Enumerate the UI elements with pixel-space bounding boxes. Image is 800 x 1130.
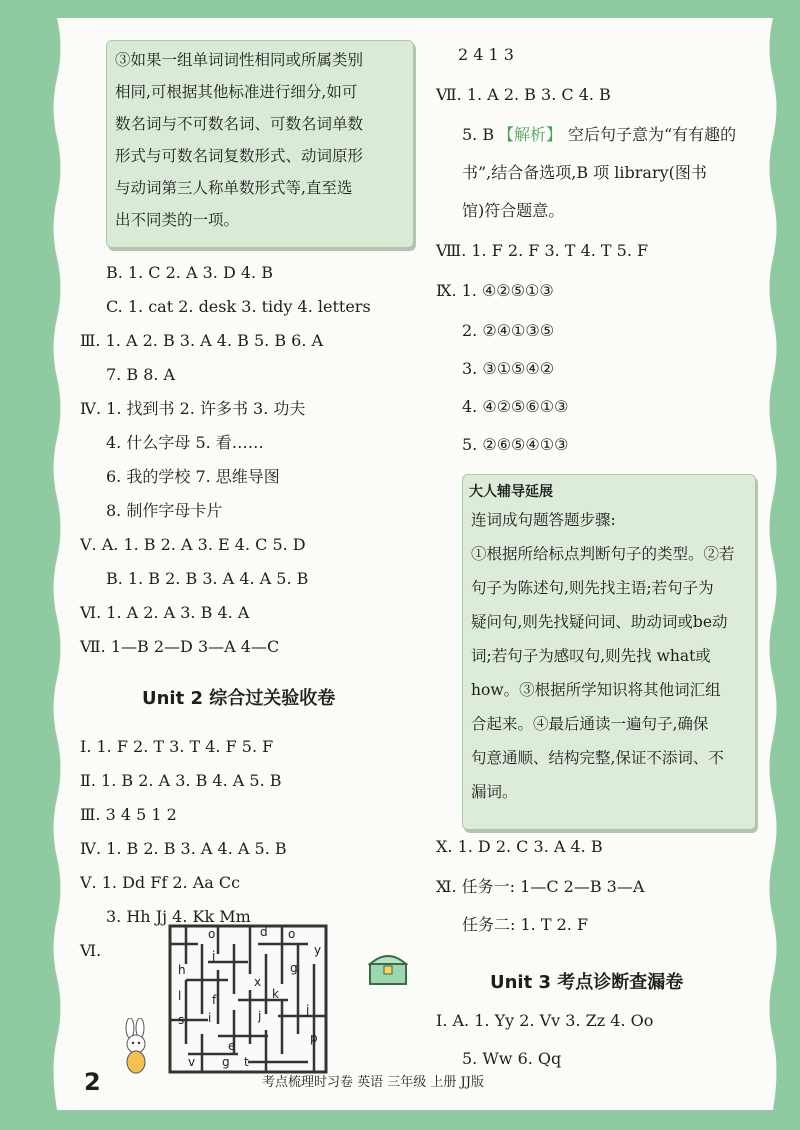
tip-line: 数名词与不可数名词、可数名词单数 [115,115,364,133]
maze-letter: g [290,961,298,975]
answer-line: 7. B 8. A [106,365,176,384]
tip-line: ③如果一组单词词性相同或所属类别 [115,51,364,69]
answer-line: 3. Hh Jj 4. Kk Mm [106,907,251,926]
answer-line: 2 4 1 3 [458,45,514,64]
maze-letter: x [254,975,262,989]
answer-line: Ⅷ. 1. F 2. F 3. T 4. T 5. F [436,241,649,260]
answer-line: 4. 什么字母 5. 看…… [106,433,264,452]
guide-line: 句子为陈述句,则先找主语;若句子为 [471,579,714,597]
guide-line: 疑问句,则先找疑问词、助动词或be动 [471,613,728,631]
answer-line: Ⅲ. 3 4 5 1 2 [80,805,177,824]
answer-line: Ⅶ. 1. A 2. B 3. C 4. B [436,85,611,104]
answer-line: Ⅰ. A. 1. Yy 2. Vv 3. Zz 4. Oo [436,1011,654,1030]
maze-letter: i [208,1011,212,1025]
answer-line: 6. 我的学校 7. 思维导图 [106,467,280,486]
guide-line: 句意通顺、结构完整,保证不添词、不 [471,749,724,767]
answer-line: Ⅴ. A. 1. B 2. A 3. E 4. C 5. D [80,535,306,554]
analysis-line: 空后句子意为“有有趣的 [568,125,737,144]
analysis-tag: 【解析】 [498,125,563,144]
answer-line: Ⅳ. 1. 找到书 2. 许多书 3. 功夫 [80,399,306,418]
maze-letter: f [212,993,217,1007]
answer-line: Ⅲ. 1. A 2. B 3. A 4. B 5. B 6. A [80,331,324,350]
tip-line: 与动词第三人称单数形式等,直至选 [115,179,353,197]
answer-line: B. 1. C 2. A 3. D 4. B [106,263,273,282]
answer-line: Ⅺ. 任务一: 1—C 2—B 3—A [436,877,645,896]
maze-letter: y [314,943,322,957]
maze-letter: d [260,925,268,939]
answer-line: 5. B [462,125,495,144]
maze-letter: j [258,1009,262,1023]
answer-line: Ⅵ. [80,941,102,960]
treasure-chest-icon [366,948,410,988]
maze-letter: o [288,927,296,941]
maze-letter: h [178,963,186,977]
analysis-line: 馆)符合题意。 [462,201,565,220]
answer-line: 5. Ww 6. Qq [462,1049,562,1068]
footer-text: 考点梳理时习卷 英语 三年级 上册 JJ版 [262,1075,484,1090]
answer-line: 任务二: 1. T 2. F [462,915,589,934]
maze-letter: o [208,927,216,941]
answer-line: C. 1. cat 2. desk 3. tidy 4. letters [106,297,371,316]
answer-line: Ⅶ. 1—B 2—D 3—A 4—C [80,637,280,656]
unit3-title: Unit 3 考点诊断查漏卷 [490,972,684,993]
answer-page [62,18,768,1110]
guide-line: 词;若句子为感叹句,则先找 what或 [471,647,711,665]
letter-maze [168,924,328,1074]
answer-line: Ⅹ. 1. D 2. C 3. A 4. B [436,837,603,856]
tip-line: 相同,可根据其他标准进行细分,如可 [115,83,358,101]
maze-letter: v [188,1055,196,1069]
maze-letter: g [222,1055,230,1069]
guide-heading: 大人辅导延展 [469,484,553,500]
answer-line: 4. ④②⑤⑥①③ [462,397,569,416]
maze-letter: p [310,1031,318,1045]
guide-box [462,474,756,830]
maze-letter: j [212,949,216,963]
unit2-title: Unit 2 综合过关验收卷 [142,688,336,709]
tip-line: 出不同类的一项。 [115,211,240,229]
left-wave-border [50,18,64,1110]
right-wave-border [766,18,780,1110]
answer-line: B. 1. B 2. B 3. A 4. A 5. B [106,569,309,588]
guide-line: 合起来。④最后通读一遍句子,确保 [471,715,709,733]
answer-line: 8. 制作字母卡片 [106,501,223,520]
guide-line: how。③根据所学知识将其他词汇组 [471,681,721,699]
guide-line: ①根据所给标点判断句子的类型。②若 [471,545,735,563]
maze-letter: k [272,987,279,1001]
maze-letter: l [178,989,182,1003]
page-number: 2 [84,1068,101,1096]
answer-line: 5. ②⑥⑤④①③ [462,435,569,454]
answer-line: 3. ③①⑤④② [462,359,555,378]
analysis-line: 书”,结合备选项,B 项 library(图书 [462,163,707,182]
maze-letter: s [178,1013,185,1027]
maze-letter: j [306,1003,310,1017]
rabbit-icon [116,1018,156,1078]
answer-line: Ⅳ. 1. B 2. B 3. A 4. A 5. B [80,839,287,858]
tip-line: 形式与可数名词复数形式、动词原形 [115,147,364,165]
guide-line: 连词成句题答题步骤: [471,511,616,529]
answer-line: Ⅱ. 1. B 2. A 3. B 4. A 5. B [80,771,282,790]
maze-letter: e [228,1039,236,1053]
answer-line: Ⅵ. 1. A 2. A 3. B 4. A [80,603,250,622]
guide-line: 漏词。 [471,783,518,801]
answer-line: Ⅸ. 1. ④②⑤①③ [436,281,554,300]
tip-box [106,40,414,248]
answer-line: 2. ②④①③⑤ [462,321,555,340]
answer-line: Ⅰ. 1. F 2. T 3. T 4. F 5. F [80,737,274,756]
answer-line: Ⅴ. 1. Dd Ff 2. Aa Cc [80,873,241,892]
maze-letter: t [244,1055,249,1069]
